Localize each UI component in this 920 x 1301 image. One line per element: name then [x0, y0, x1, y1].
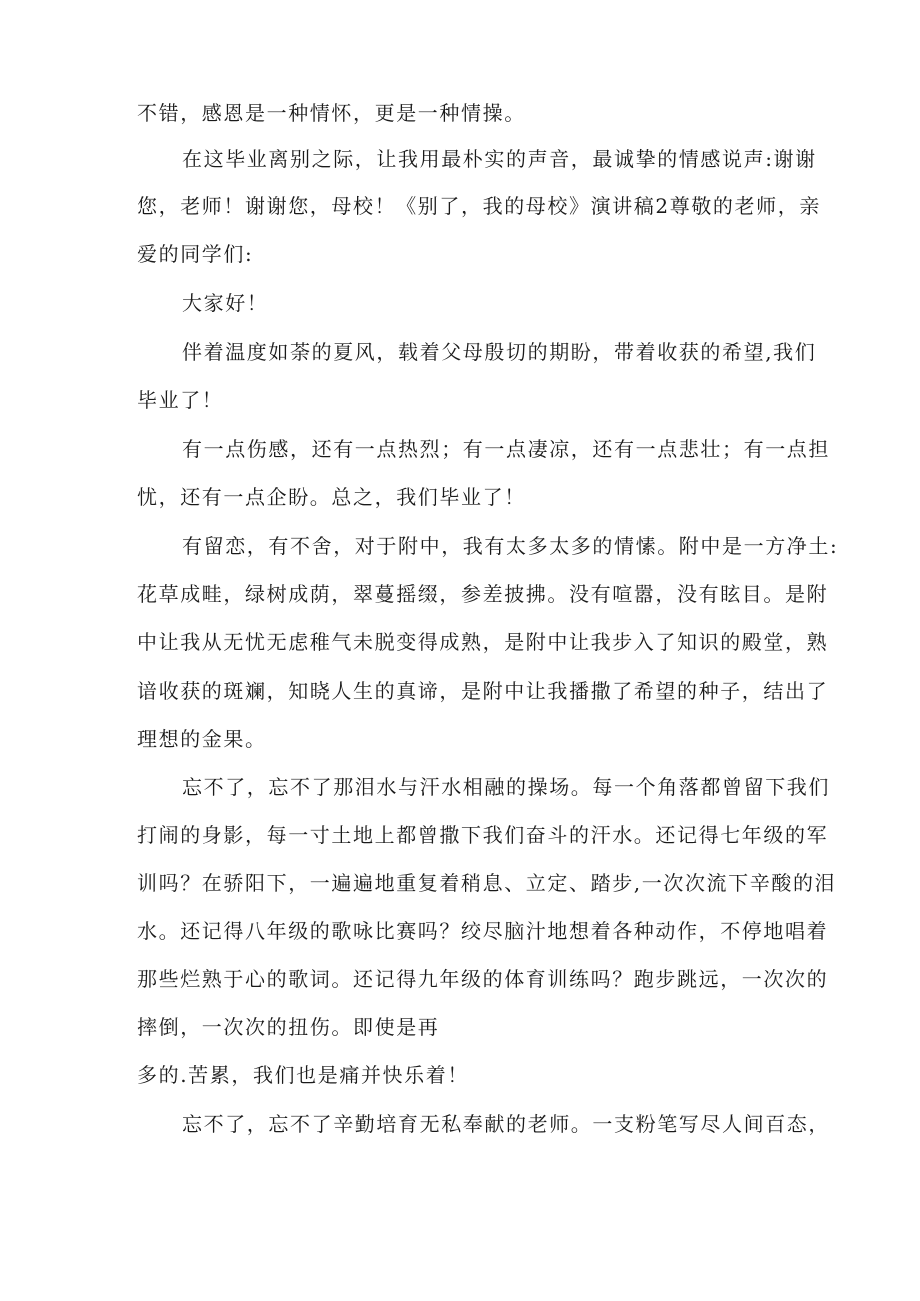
text-line: 忘不了，忘不了辛勤培育无私奉献的老师。一支粉笔写尽人间百态， — [182, 1112, 830, 1136]
text-line: 中让我从无忧无虑稚气未脱变得成熟，是附中让我步入了知识的殿堂，熟 — [137, 630, 829, 654]
text-line: 理想的金果。 — [137, 727, 267, 751]
text-line: 大家好！ — [182, 291, 269, 315]
text-line: 摔倒，一次次的扭伤。即使是再 — [137, 1015, 440, 1039]
text-line: 多的.苦累，我们也是痛并快乐着！ — [137, 1063, 469, 1087]
text-line: 伴着温度如荼的夏风，载着父母殷切的期盼，带着收获的希望,我们 — [182, 340, 817, 364]
text-line: 不错，感恩是一种情怀，更是一种情操。 — [137, 101, 526, 125]
text-line: 爱的同学们: — [137, 242, 254, 266]
text-line: 训吗？在骄阳下，一遍遍地重复着稍息、立定、踏步,一次次流下辛酸的泪 — [137, 871, 837, 895]
text-line: 花草成畦，绿树成荫，翠蔓摇缀，参差披拂。没有喧嚣，没有眩目。是附 — [137, 582, 829, 606]
text-line: 水。还记得八年级的歌咏比赛吗？绞尽脑汁地想着各种动作，不停地唱着 — [137, 919, 829, 943]
text-line: 在这毕业离别之际，让我用最朴实的声音，最诚挚的情感说声:谢谢 — [182, 147, 817, 171]
text-line: 有一点伤感，还有一点热烈；有一点凄凉，还有一点悲壮；有一点担 — [182, 437, 830, 461]
text-line: 您，老师！谢谢您，母校！《别了，我的母校》演讲稿2尊敬的老师，亲 — [137, 194, 821, 218]
text-line: 忧，还有一点企盼。总之，我们毕业了！ — [137, 485, 526, 509]
text-line: 忘不了，忘不了那泪水与汗水相融的操场。每一个角落都曾留下我们 — [182, 775, 830, 799]
text-line: 谙收获的斑斓，知晓人生的真谛，是附中让我播撒了希望的种子，结出了 — [137, 679, 829, 703]
text-line: 有留恋，有不舍，对于附中，我有太多太多的情愫。附中是一方净土: — [182, 534, 839, 558]
text-line: 毕业了！ — [137, 388, 224, 412]
text-line: 打闹的身影，每一寸土地上都曾撒下我们奋斗的汗水。还记得七年级的军 — [137, 823, 829, 847]
text-line: 那些烂熟于心的歌词。还记得九年级的体育训练吗？跑步跳远，一次次的 — [137, 967, 829, 991]
